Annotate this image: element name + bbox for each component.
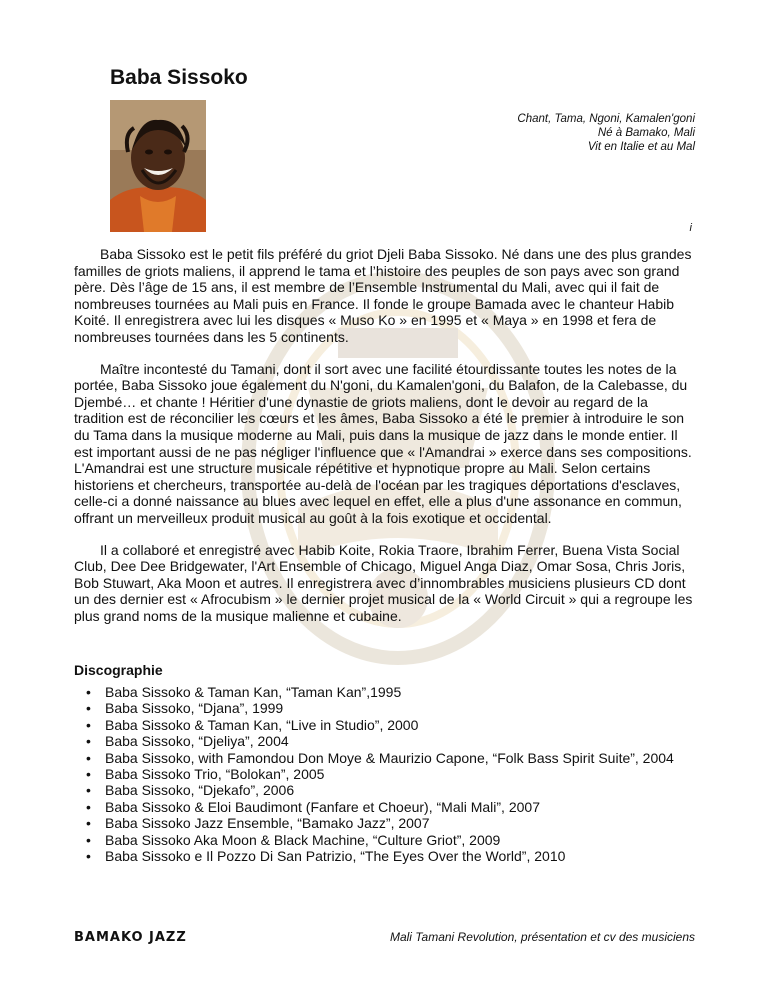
- discography-heading: Discographie: [74, 662, 163, 678]
- artist-info: [517, 112, 695, 154]
- bio-paragraph: Baba Sissoko est le petit fils préféré du griot Djeli Baba Sissoko. Né dans une des plus grandes familles de griots maliens, il apprend le tama et l’histoire des peuples de son pays avec son grand père. Dès l’âge de 15 ans, il est membre de l’Ensemble Instrumental du Mali, avec qui il fait de nombreuses tournées au Mali puis en France. Il fonde le groupe Bamada avec le chanteur Habib Koité. Il enregistrera avec lui les disques « Muso Ko » en 1995 et « Maya » en 1998 et fera de nombreuses tournées dans les 5 continents.: [74, 246, 692, 345]
- list-item: • Baba Sissoko Aka Moon & Black Machine, “Culture Griot”, 2009: [74, 832, 694, 848]
- stray-mark: i: [689, 222, 692, 234]
- biography: [74, 246, 696, 639]
- info-residence: Vit en Italie et au Mal: [587, 141, 695, 153]
- artist-photo: [110, 100, 206, 232]
- list-item: • Baba Sissoko & Eloi Baudimont (Fanfare et Choeur), “Mali Mali”, 2007: [74, 799, 694, 815]
- info-birthplace: Né à Bamako, Mali: [597, 127, 695, 139]
- list-item: • Baba Sissoko & Taman Kan, “Live in Studio”, 2000: [74, 717, 694, 733]
- bio-paragraph: Maître incontesté du Tamani, dont il sort avec une facilité étourdissante toutes les notes de la portée, Baba Sissoko joue également du N'goni, du Kamalen'goni, du Balafon, de la Calebasse, du Djembé… et chante ! Héritier d'une dynastie de griots maliens, dont le devoir au regard de la tradition est de réconcilier les cœurs et les âmes, Baba Sissoko a été le premier à introduire le son du Tama dans la musique moderne au Mali, puis dans la musique de jazz dans le monde entier. Il est important aussi de ne pas négliger l'influence que « l'Amandrai » exerce dans ses compositions. L'Amandrai est une structure musicale répétitive et hypnotique propre au Mali. Selon certains historiens et chercheurs, transportée au-delà de l'océan par les tragiques déportations d'esclaves, celle-ci a donné naissance au blues avec lequel en effet, elle a plus d'une assonance en commun, offrant un merveilleux produit musical au goût à la fois exotique et occidental.: [74, 360, 692, 526]
- list-item: • Baba Sissoko, “Djekafo”, 2006: [74, 782, 694, 798]
- bio-paragraph: Il a collaboré et enregistré avec Habib Koite, Rokia Traore, Ibrahim Ferrer, Buena Vista Social Club, Dee Dee Bridgewater, l'Art Ensemble of Chicago, Miguel Anga Diaz, Omar Sosa, Chris Joris, Bob Stuwart, Aka Moon et autres. Il enregistrera avec d’innombrables musiciens plusieurs CD dont un des dernier est « Afrocubism » le dernier projet musical de la « World Circuit » qui a regroupe les plus grand noms de la musique malienne et cubaine.: [74, 541, 693, 624]
- info-instruments: Chant, Tama, Ngoni, Kamalen'goni: [517, 113, 695, 125]
- list-item: • Baba Sissoko e Il Pozzo Di San Patrizio, “The Eyes Over the World”, 2010: [74, 848, 694, 864]
- list-item: • Baba Sissoko Trio, “Bolokan”, 2005: [74, 766, 694, 782]
- list-item: • Baba Sissoko, “Djana”, 1999: [74, 700, 694, 716]
- footer-caption: Mali Tamani Revolution, présentation et cv des musiciens: [389, 930, 695, 944]
- list-item: • Baba Sissoko Jazz Ensemble, “Bamako Jazz”, 2007: [74, 815, 694, 831]
- discography-list: [74, 684, 694, 864]
- page-title: Baba Sissoko: [110, 66, 248, 89]
- bamako-jazz-logo: BAMAKO JAZZ: [74, 930, 187, 945]
- list-item: • Baba Sissoko, with Famondou Don Moye & Maurizio Capone, “Folk Bass Spirit Suite”, 2004: [74, 750, 694, 766]
- list-item: • Baba Sissoko, “Djeliya”, 2004: [74, 733, 694, 749]
- list-item: • Baba Sissoko & Taman Kan, “Taman Kan”,1995: [74, 684, 694, 700]
